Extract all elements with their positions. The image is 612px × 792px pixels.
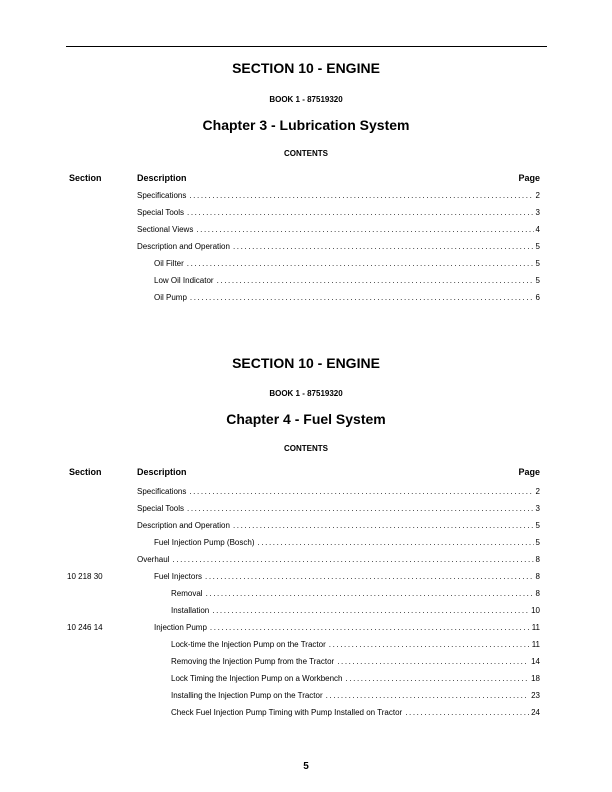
chapter-title: Chapter 4 - Fuel System bbox=[226, 411, 386, 427]
toc-row bbox=[0, 554, 612, 566]
toc-row bbox=[0, 673, 612, 685]
toc-entry[interactable] bbox=[137, 241, 540, 253]
chapter-title: Chapter 3 - Lubrication System bbox=[202, 117, 410, 133]
leader-dots bbox=[187, 258, 534, 270]
toc-entry[interactable] bbox=[154, 622, 540, 634]
toc-entry-label: Oil Filter bbox=[154, 259, 184, 268]
toc-entry-page: 4 bbox=[535, 225, 540, 234]
leader-dots bbox=[187, 207, 534, 219]
page-column-header: Page bbox=[518, 173, 540, 183]
leader-dots bbox=[206, 588, 534, 600]
toc-row bbox=[0, 588, 612, 600]
toc-entry-page: 6 bbox=[535, 293, 540, 302]
toc-row bbox=[0, 275, 612, 287]
toc-entry-page: 2 bbox=[535, 191, 540, 200]
toc-entry[interactable] bbox=[171, 673, 540, 685]
toc-entry-label: Injection Pump bbox=[154, 623, 207, 632]
toc-entry[interactable] bbox=[171, 588, 540, 600]
toc-entry-label: Removing the Injection Pump from the Tractor bbox=[171, 657, 335, 666]
toc-entry-label: Lock-time the Injection Pump on the Tractor bbox=[171, 640, 326, 649]
toc-entry-label: Sectional Views bbox=[137, 225, 194, 234]
toc-entry-label: Installation bbox=[171, 606, 210, 615]
toc-row bbox=[0, 207, 612, 219]
leader-dots bbox=[329, 639, 530, 651]
toc-entry[interactable] bbox=[137, 207, 540, 219]
section-column-header: Section bbox=[69, 173, 102, 183]
toc-row bbox=[0, 537, 612, 549]
toc-entry-label: Oil Pump bbox=[154, 293, 187, 302]
toc-row bbox=[0, 571, 612, 583]
toc-row bbox=[0, 241, 612, 253]
toc-entry-label: Low Oil Indicator bbox=[154, 276, 214, 285]
toc-entry[interactable] bbox=[154, 258, 540, 270]
leader-dots bbox=[189, 190, 533, 202]
toc-entry[interactable] bbox=[137, 520, 540, 532]
toc-entry[interactable] bbox=[154, 275, 540, 287]
leader-dots bbox=[210, 622, 530, 634]
toc-entry-label: Check Fuel Injection Pump Timing with Pump Installed on Tractor bbox=[171, 708, 403, 717]
toc-entry-label: Removal bbox=[171, 589, 203, 598]
leader-dots bbox=[205, 571, 534, 583]
contents-heading: CONTENTS bbox=[284, 149, 328, 158]
leader-dots bbox=[190, 292, 534, 304]
book-number: BOOK 1 - 87519320 bbox=[269, 95, 343, 104]
toc-entry-page: 14 bbox=[531, 657, 540, 666]
toc-row bbox=[0, 707, 612, 719]
toc-entry-label: Fuel Injectors bbox=[154, 572, 203, 581]
toc-entry-page: 3 bbox=[535, 208, 540, 217]
toc-entry-label: Special Tools bbox=[137, 504, 184, 513]
toc-row bbox=[0, 690, 612, 702]
toc-entry-page: 5 bbox=[535, 521, 540, 530]
page-column-header: Page bbox=[518, 467, 540, 477]
toc-entry[interactable] bbox=[154, 571, 540, 583]
section-code: 10 246 14 bbox=[67, 623, 103, 632]
toc-row bbox=[0, 622, 612, 634]
leader-dots bbox=[187, 503, 534, 515]
leader-dots bbox=[189, 486, 533, 498]
toc-entry-page: 23 bbox=[531, 691, 540, 700]
toc-entry[interactable] bbox=[154, 292, 540, 304]
toc-entry[interactable] bbox=[171, 639, 540, 651]
toc-entry-page: 5 bbox=[535, 242, 540, 251]
toc-entry-page: 8 bbox=[535, 589, 540, 598]
leader-dots bbox=[196, 224, 533, 236]
leader-dots bbox=[258, 537, 534, 549]
toc-row bbox=[0, 486, 612, 498]
toc-entry-label: Installing the Injection Pump on the Tractor bbox=[171, 691, 323, 700]
section-title: SECTION 10 - ENGINE bbox=[232, 355, 380, 371]
contents-heading: CONTENTS bbox=[284, 444, 328, 453]
section-column-header: Section bbox=[69, 467, 102, 477]
toc-entry-label: Fuel Injection Pump (Bosch) bbox=[154, 538, 255, 547]
toc-row bbox=[0, 190, 612, 202]
leader-dots bbox=[326, 690, 529, 702]
toc-row bbox=[0, 639, 612, 651]
leader-dots bbox=[405, 707, 529, 719]
toc-entry-label: Overhaul bbox=[137, 555, 170, 564]
toc-entry-page: 5 bbox=[535, 538, 540, 547]
leader-dots bbox=[337, 656, 529, 668]
leader-dots bbox=[212, 605, 529, 617]
toc-entry-page: 8 bbox=[535, 572, 540, 581]
toc-entry-label: Specifications bbox=[137, 191, 187, 200]
section-title: SECTION 10 - ENGINE bbox=[232, 60, 380, 76]
book-number: BOOK 1 - 87519320 bbox=[269, 389, 343, 398]
toc-entry-page: 8 bbox=[535, 555, 540, 564]
toc-entry[interactable] bbox=[137, 503, 540, 515]
description-column-header: Description bbox=[137, 173, 187, 183]
toc-entry[interactable] bbox=[171, 707, 540, 719]
toc-entry[interactable] bbox=[171, 690, 540, 702]
toc-entry-label: Special Tools bbox=[137, 208, 184, 217]
toc-entry[interactable] bbox=[137, 224, 540, 236]
toc-entry-page: 10 bbox=[531, 606, 540, 615]
toc-entry-page: 5 bbox=[535, 259, 540, 268]
toc-entry-page: 11 bbox=[531, 623, 540, 632]
page-number: 5 bbox=[303, 761, 309, 772]
leader-dots bbox=[346, 673, 530, 685]
toc-entry[interactable] bbox=[154, 537, 540, 549]
toc-entry-page: 24 bbox=[531, 708, 540, 717]
toc-entry-page: 2 bbox=[535, 487, 540, 496]
toc-entry[interactable] bbox=[171, 656, 540, 668]
toc-row bbox=[0, 292, 612, 304]
toc-entry-page: 3 bbox=[535, 504, 540, 513]
toc-entry[interactable] bbox=[137, 554, 540, 566]
toc-entry-label: Lock Timing the Injection Pump on a Workbench bbox=[171, 674, 343, 683]
top-rule bbox=[66, 46, 547, 47]
toc-row bbox=[0, 224, 612, 236]
toc-row bbox=[0, 605, 612, 617]
toc-entry-page: 11 bbox=[531, 640, 540, 649]
toc-entry-page: 5 bbox=[535, 276, 540, 285]
toc-row bbox=[0, 520, 612, 532]
toc-entry[interactable] bbox=[171, 605, 540, 617]
toc-entry[interactable] bbox=[137, 486, 540, 498]
toc-entry[interactable] bbox=[137, 190, 540, 202]
section-code: 10 218 30 bbox=[67, 572, 103, 581]
leader-dots bbox=[233, 241, 534, 253]
toc-entry-label: Specifications bbox=[137, 487, 187, 496]
toc-row bbox=[0, 656, 612, 668]
toc-row bbox=[0, 258, 612, 270]
leader-dots bbox=[217, 275, 534, 287]
toc-entry-page: 18 bbox=[531, 674, 540, 683]
toc-entry-label: Description and Operation bbox=[137, 242, 230, 251]
toc-row bbox=[0, 503, 612, 515]
leader-dots bbox=[233, 520, 534, 532]
description-column-header: Description bbox=[137, 467, 187, 477]
toc-entry-label: Description and Operation bbox=[137, 521, 230, 530]
leader-dots bbox=[172, 554, 533, 566]
